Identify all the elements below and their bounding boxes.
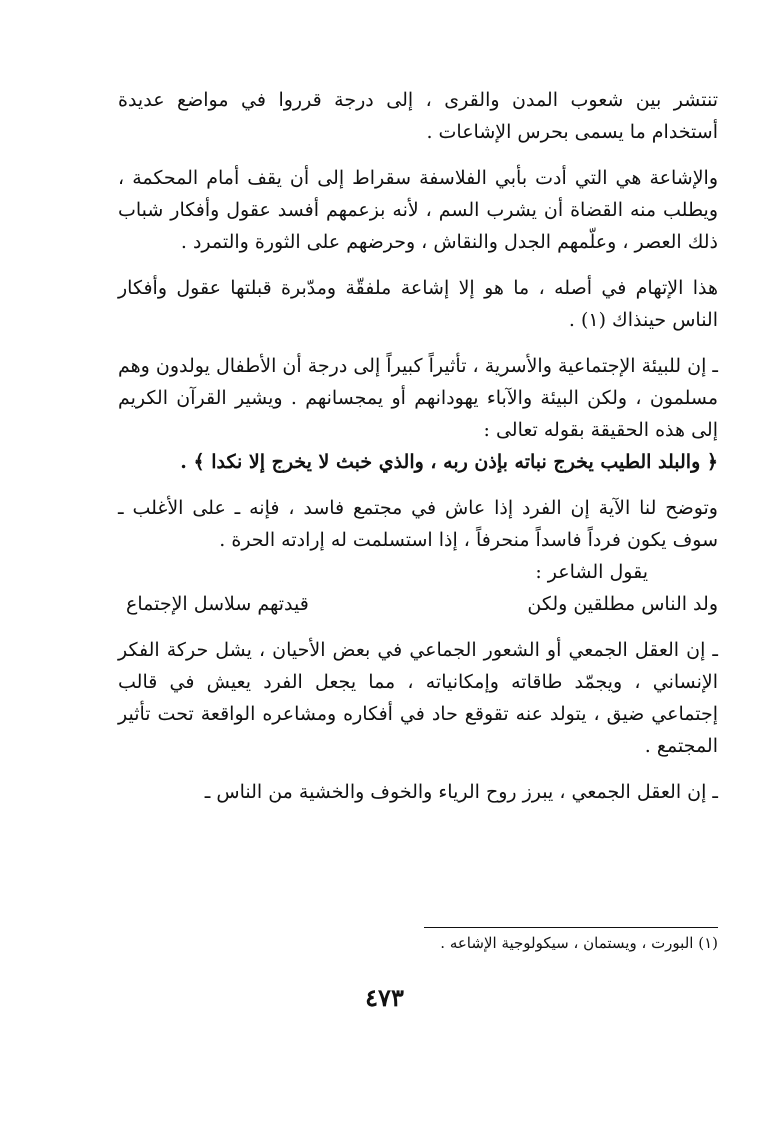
main-text <box>118 84 718 808</box>
paragraph-accusation: هذا الإتهام في أصله ، ما هو إلا إشاعة ملفقّة ومدّبرة قبلتها عقول وأفكار الناس حينذاك (١) . <box>118 277 718 331</box>
quran-verse: ﴿ والبلد الطيب يخرج نباته بإذن ربه ، والذي خبث لا يخرج إلا نكدا ﴾ . <box>180 451 718 473</box>
paragraph-environment: ـ إن للبيئة الإجتماعية والأسرية ، تأثيراً كبيراً إلى درجة أن الأطفال يولدون وهم مسلمون ، ولكن البيئة والآباء يهودانهم أو يمجسانهم . ويشير القرآن الكريم إلى هذه الحقيقة بقوله تعالى : <box>118 355 718 441</box>
footnote: (١) البورت ، ويستمان ، سيكولوجية الإشاعه . <box>440 934 718 952</box>
paragraph-hypocrisy: ـ إن العقل الجمعي ، يبرز روح الرياء والخوف والخشية من الناس ـ <box>204 781 718 803</box>
poet-intro: يقول الشاعر : <box>535 561 648 583</box>
paragraph-rumor-guards: تنتشر بين شعوب المدن والقرى ، إلى درجة قرروا في مواضع عديدة أستخدام ما يسمى بحرس الإشاعات . <box>118 89 718 143</box>
paragraph-collective-mind: ـ إن العقل الجمعي أو الشعور الجماعي في بعض الأحيان ، يشل حركة الفكر الإنساني ، ويجمّد طاقاته وإمكانياته ، مما يجعل الفرد يعيش في قالب إجتماعي ضيق ، يتولد عنه تقوقع حاد في أفكاره ومشاعره الواقعة تحت تأثير المجتمع . <box>118 639 718 757</box>
poem-second-hemistich: قيدتهم سلاسل الإجتماع <box>126 593 309 615</box>
paragraph-socrates: والإشاعة هي التي أدت بأبي الفلاسفة سقراط إلى أن يقف أمام المحكمة ، ويطلب منه القضاة أن يشرب السم ، لأنه بزعمهم أفسد عقول وأفكار شباب ذلك العصر ، وعلّمهم الجدل والنقاش ، وحرضهم على الثورة والتمرد . <box>118 167 718 253</box>
page-number: ٤٧٣ <box>365 983 404 1012</box>
poem-verse <box>118 588 718 620</box>
paragraph-verse-explanation: وتوضح لنا الآية إن الفرد إذا عاش في مجتمع فاسد ، فإنه ـ على الأغلب ـ سوف يكون فرداً فاسداً منحرفاً ، إذا استسلمت له إرادته الحرة . <box>118 497 718 551</box>
footnote-divider <box>424 927 718 928</box>
poem-first-hemistich: ولد الناس مطلقين ولكن <box>527 593 718 615</box>
